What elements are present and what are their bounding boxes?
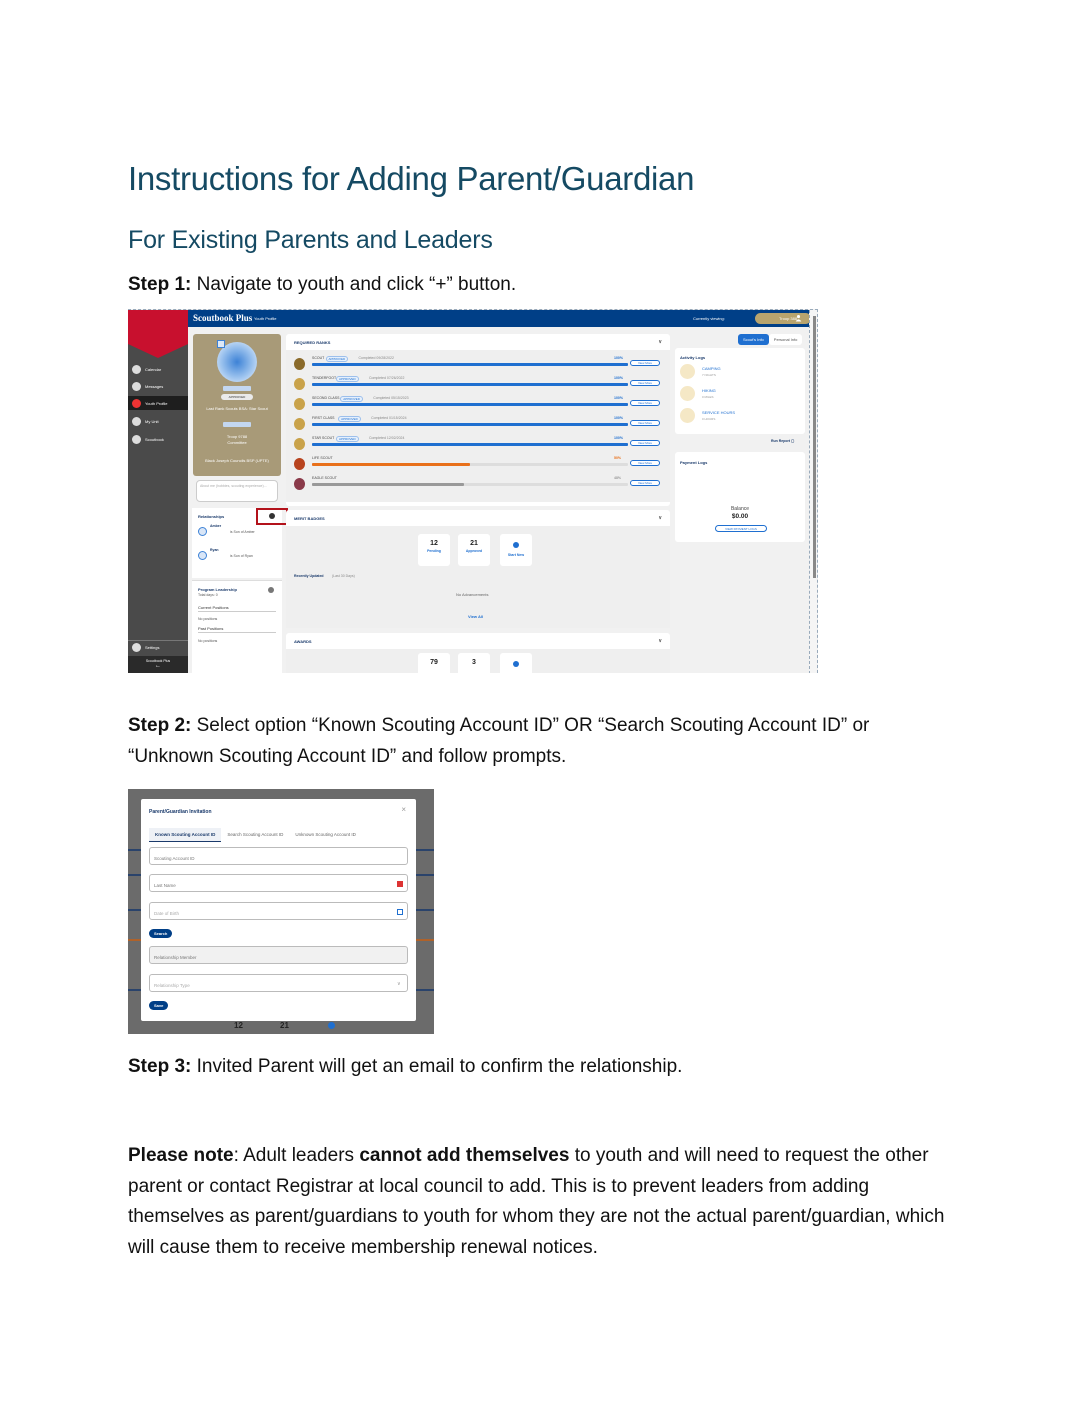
app-logo bbox=[128, 310, 188, 344]
background-count: 21 bbox=[280, 1021, 289, 1030]
pending-label: Pending bbox=[427, 549, 441, 553]
person-icon bbox=[198, 551, 207, 560]
activity-name: SERVICE HOURS bbox=[702, 410, 736, 415]
redacted-id bbox=[223, 422, 251, 427]
please-note bbox=[128, 1141, 948, 1263]
scrollbar-thumb[interactable] bbox=[813, 316, 816, 578]
step-1-label: Step 1: bbox=[128, 274, 192, 295]
view-payment-logs-button[interactable]: VIEW PAYMENT LOGS bbox=[715, 525, 767, 532]
merit-badges-card bbox=[286, 510, 670, 628]
start-new-tile[interactable] bbox=[500, 534, 532, 566]
rank-status-badge: APPROVED bbox=[340, 396, 363, 402]
tab-scouts-info[interactable]: Scout's Info bbox=[738, 334, 769, 345]
note-text-b: to youth and will need to request the other parent or contact Registrar at local council to add. This is to prevent leaders from adding themselves as parent/guardians to youth for whom they are not the actual parent/guardian, which will cause them to receive membership renewal notices. bbox=[128, 1145, 945, 1258]
rank-progress-fill bbox=[312, 403, 628, 406]
rank-progress-bar bbox=[312, 463, 628, 466]
rank-completed-date: Completed 01/15/2024 bbox=[371, 416, 407, 420]
view-all-link[interactable]: View All bbox=[468, 614, 484, 619]
pending-tile[interactable] bbox=[418, 534, 450, 566]
rank-percent: 100% bbox=[614, 416, 623, 420]
step-1-text: Navigate to youth and click “+” button. bbox=[191, 274, 517, 295]
relationships-title: Relationships bbox=[198, 514, 225, 519]
awards-tile[interactable] bbox=[418, 653, 450, 673]
relationship-member-field: Relationship Member bbox=[149, 946, 408, 964]
activity-value: 0 HOURS bbox=[702, 417, 716, 421]
recently-updated-label: Recently Updated bbox=[294, 574, 324, 578]
status-badge: APPROVED bbox=[221, 394, 253, 400]
rank-name: TENDERFOOT bbox=[312, 376, 337, 380]
view-more-button[interactable]: View More bbox=[630, 480, 660, 486]
payment-logs-title: Payment Logs bbox=[680, 460, 708, 465]
rank-percent: 48% bbox=[614, 476, 622, 480]
activity-logs-card bbox=[675, 348, 805, 434]
step-3-text: Invited Parent will get an email to confirm the relationship. bbox=[191, 1056, 683, 1077]
rank-progress-fill bbox=[312, 463, 470, 466]
rank-row bbox=[294, 376, 664, 396]
rank-name: EAGLE SCOUT bbox=[312, 476, 337, 480]
unit-line: Troop 9788 bbox=[226, 434, 248, 439]
plus-circle-icon bbox=[513, 542, 519, 548]
rank-name: SECOND CLASS bbox=[312, 396, 340, 400]
messages-icon bbox=[132, 382, 141, 391]
rank-percent: 100% bbox=[614, 356, 623, 360]
sidebar-footer-label: Scoutbook Plus bbox=[145, 659, 171, 663]
app-name: Scoutbook Plus bbox=[193, 313, 253, 323]
app-header bbox=[188, 310, 818, 327]
shovel-icon bbox=[680, 408, 695, 423]
tab-known-scouting-account-id[interactable]: Known Scouting Account ID bbox=[149, 828, 221, 842]
edit-photo-icon[interactable] bbox=[217, 340, 225, 348]
rank-name: LIFE SCOUT bbox=[312, 456, 333, 460]
account-id-tabs bbox=[149, 828, 362, 842]
collapse-arrow-icon: ← bbox=[155, 663, 161, 669]
awards-count: 3 bbox=[472, 659, 476, 666]
rank-badge-icon bbox=[294, 438, 305, 450]
view-more-button[interactable]: View More bbox=[630, 380, 660, 386]
redacted-name bbox=[223, 386, 251, 391]
date-of-birth-placeholder: Date of Birth bbox=[154, 911, 180, 916]
pending-count: 12 bbox=[430, 540, 438, 547]
total-days: Total days: 0 bbox=[198, 593, 218, 597]
program-leadership-panel bbox=[192, 580, 282, 673]
sidebar-label: My Unit bbox=[145, 418, 159, 424]
rank-progress-bar bbox=[312, 383, 628, 386]
rank-name: STAR SCOUT bbox=[312, 436, 335, 440]
rank-progress-bar bbox=[312, 423, 628, 426]
activity-value: 0 MILES bbox=[702, 395, 714, 399]
rank-progress-fill bbox=[312, 383, 628, 386]
rank-progress-fill bbox=[312, 423, 628, 426]
step-1 bbox=[128, 270, 948, 301]
rank-completed-date: Completed 12/02/2024 bbox=[369, 436, 405, 440]
awards-count: 79 bbox=[430, 659, 438, 666]
rank-percent: 100% bbox=[614, 376, 623, 380]
save-button[interactable]: Save bbox=[149, 1001, 168, 1010]
view-more-button[interactable]: View More bbox=[630, 360, 660, 366]
current-positions-header: Current Positions bbox=[198, 605, 276, 612]
sidebar-footer[interactable] bbox=[128, 656, 188, 673]
note-text-a: : Adult leaders bbox=[233, 1145, 360, 1166]
view-more-button[interactable]: View More bbox=[630, 440, 660, 446]
relationship-type-select[interactable] bbox=[149, 974, 408, 992]
tab-unknown-scouting-account-id[interactable]: Unknown Scouting Account ID bbox=[295, 832, 356, 837]
awards-tile[interactable] bbox=[458, 653, 490, 673]
rank-row bbox=[294, 416, 664, 436]
rank-percent: 100% bbox=[614, 436, 623, 440]
rank-row bbox=[294, 396, 664, 416]
approved-tile[interactable] bbox=[458, 534, 490, 566]
past-positions-empty: No positions bbox=[198, 639, 218, 643]
info-tabs bbox=[738, 334, 802, 345]
rank-status-badge: APPROVED bbox=[336, 436, 359, 442]
autofill-icon bbox=[397, 881, 403, 887]
tab-search-scouting-account-id[interactable]: Search Scouting Account ID bbox=[227, 832, 284, 837]
merit-badges-title: MERIT BADGES bbox=[294, 516, 325, 521]
required-ranks-card bbox=[286, 334, 670, 506]
close-icon[interactable]: × bbox=[401, 805, 406, 814]
tab-personal-info[interactable]: Personal Info bbox=[769, 334, 803, 345]
ranks-list bbox=[286, 350, 670, 502]
sidebar-item-youth-profile[interactable] bbox=[128, 396, 188, 410]
council-line: Black Joseph Councils BSP (UPTE) bbox=[205, 458, 269, 463]
balance-label: Balance bbox=[730, 506, 750, 512]
sidebar-item-scoutbook[interactable] bbox=[128, 432, 188, 446]
app-sidebar bbox=[128, 310, 188, 673]
recently-updated-range: (Last 30 Days) bbox=[332, 574, 355, 578]
parent-guardian-invitation-screenshot bbox=[128, 789, 434, 1034]
gear-icon bbox=[132, 643, 141, 652]
awards-card bbox=[286, 633, 670, 673]
relationship-item[interactable] bbox=[198, 524, 278, 542]
calendar-icon[interactable] bbox=[397, 909, 403, 915]
sidebar-label: Scoutbook bbox=[145, 436, 164, 442]
rank-progress-bar bbox=[312, 363, 628, 366]
sidebar-item-messages[interactable] bbox=[128, 379, 188, 393]
clipboard-icon: ▢ bbox=[791, 439, 795, 443]
rank-badge-icon bbox=[294, 418, 305, 430]
rank-completed-date: Completed 05/15/2023 bbox=[373, 396, 409, 400]
youth-profile-screenshot bbox=[128, 309, 818, 673]
unit-selector[interactable]: Troop 388 bbox=[755, 313, 811, 324]
sidebar-label: Calendar bbox=[145, 366, 162, 372]
program-leadership-title: Program Leadership bbox=[198, 587, 237, 592]
view-more-button[interactable]: View More bbox=[630, 400, 660, 406]
awards-title: AWARDS bbox=[294, 639, 312, 644]
view-more-button[interactable]: View More bbox=[630, 460, 660, 466]
chevron-down-icon[interactable]: ∨ bbox=[658, 638, 662, 644]
rank-row bbox=[294, 476, 664, 496]
boot-icon bbox=[680, 386, 695, 401]
rank-progress-bar bbox=[312, 483, 628, 486]
scrollbar[interactable] bbox=[809, 310, 818, 673]
past-positions-header: Past Positions bbox=[198, 626, 276, 633]
activity-name: HIKING bbox=[702, 388, 716, 393]
balance-amount: $0.00 bbox=[731, 513, 749, 520]
rank-progress-fill bbox=[312, 483, 464, 486]
activity-camping[interactable] bbox=[680, 364, 800, 382]
invitation-modal bbox=[141, 799, 416, 1021]
chevron-down-icon: ∨ bbox=[397, 981, 401, 987]
sidebar-item-my-unit[interactable] bbox=[128, 414, 188, 428]
sidebar-label: Messages bbox=[145, 383, 164, 389]
rank-status-badge: APPROVED bbox=[326, 356, 349, 362]
rank-badge-icon bbox=[294, 478, 305, 490]
rank-progress-fill bbox=[312, 443, 628, 446]
rank-status-badge: APPROVED bbox=[338, 416, 361, 422]
profile-card bbox=[193, 334, 281, 476]
step-2 bbox=[128, 711, 948, 772]
rank-row bbox=[294, 356, 664, 376]
rank-percent: 50% bbox=[614, 456, 622, 460]
position-line: Committee bbox=[227, 440, 247, 445]
date-of-birth-field[interactable] bbox=[149, 902, 408, 920]
rank-badge-icon bbox=[294, 378, 305, 390]
payment-logs-card bbox=[675, 452, 805, 542]
activity-name: CAMPING bbox=[702, 366, 721, 371]
scoutbook-icon bbox=[132, 435, 141, 444]
rank-percent: 100% bbox=[614, 396, 623, 400]
rank-name: SCOUT bbox=[312, 356, 325, 360]
sidebar-label: Settings bbox=[145, 645, 160, 650]
rank-name: FIRST CLASS bbox=[312, 416, 335, 420]
sidebar-label: Youth Profile bbox=[145, 400, 168, 406]
chevron-down-icon[interactable]: ∨ bbox=[658, 515, 662, 521]
run-report-button[interactable] bbox=[771, 439, 794, 443]
rank-row bbox=[294, 456, 664, 476]
page-name: Youth Profile bbox=[254, 316, 277, 321]
rank-badge-icon bbox=[294, 458, 305, 470]
sidebar-item-calendar[interactable] bbox=[128, 362, 188, 376]
person-icon bbox=[198, 527, 207, 536]
view-more-button[interactable]: View More bbox=[630, 420, 660, 426]
rank-completed-date: Completed 07/26/2022 bbox=[369, 376, 405, 380]
last-rank: Last Rank Scouts BSA: Star Scout bbox=[206, 406, 268, 411]
relationship-type: is Son of Ryan bbox=[230, 554, 253, 558]
sidebar-item-settings[interactable] bbox=[128, 640, 188, 654]
chevron-down-icon[interactable]: ∨ bbox=[658, 339, 662, 345]
highlight-box bbox=[256, 508, 288, 525]
youth-profile-icon bbox=[132, 399, 141, 408]
rank-progress-bar bbox=[312, 403, 628, 406]
unit-icon bbox=[132, 417, 141, 426]
activity-logs-title: Activity Logs bbox=[680, 355, 706, 360]
section-subtitle: For Existing Parents and Leaders bbox=[128, 226, 493, 254]
awards-add-tile[interactable] bbox=[500, 653, 532, 673]
plus-circle-icon bbox=[328, 1022, 335, 1029]
user-icon[interactable] bbox=[795, 314, 802, 322]
approved-count: 21 bbox=[470, 540, 478, 547]
rank-completed-date: Completed 09/28/2022 bbox=[358, 356, 394, 360]
activity-hiking[interactable] bbox=[680, 386, 800, 404]
currently-viewing-label: Currently viewing: bbox=[693, 316, 725, 321]
tent-icon bbox=[680, 364, 695, 379]
background-count: 12 bbox=[234, 1021, 243, 1030]
activity-value: 7 NIGHTS bbox=[702, 373, 716, 377]
relationship-item[interactable] bbox=[198, 548, 278, 566]
rank-badge-icon bbox=[294, 358, 305, 370]
note-emphasis: cannot add themselves bbox=[359, 1145, 570, 1166]
no-advancements: No Advancements bbox=[456, 592, 489, 597]
step-3 bbox=[128, 1052, 948, 1083]
relationship-type-placeholder: Relationship Type bbox=[154, 983, 190, 988]
last-name-field[interactable] bbox=[149, 874, 408, 892]
current-positions-empty: No positions bbox=[198, 617, 218, 621]
search-button[interactable]: Search bbox=[149, 929, 172, 938]
rank-status-badge: APPROVED bbox=[336, 376, 359, 382]
relationship-type: is Son of Amber bbox=[230, 530, 255, 534]
rank-progress-bar bbox=[312, 443, 628, 446]
calendar-icon bbox=[132, 365, 141, 374]
logo-pennant bbox=[128, 344, 188, 358]
rank-badge-icon bbox=[294, 398, 305, 410]
avatar bbox=[217, 342, 257, 382]
about-me-input[interactable]: About me (hobbies, scouting experience)... bbox=[196, 480, 278, 502]
start-new-label: Start New bbox=[507, 553, 525, 557]
last-name-placeholder: Last Name bbox=[154, 883, 176, 888]
document-title: Instructions for Adding Parent/Guardian bbox=[128, 160, 695, 197]
add-position-button[interactable] bbox=[268, 587, 274, 593]
step-3-label: Step 3: bbox=[128, 1056, 192, 1077]
ranks-title: REQUIRED RANKS bbox=[294, 340, 331, 345]
approved-label: Approved bbox=[465, 549, 483, 553]
activity-service-hours[interactable] bbox=[680, 408, 800, 426]
plus-circle-icon bbox=[513, 661, 519, 667]
modal-title: Parent/Guardian Invitation bbox=[149, 809, 212, 815]
step-2-label: Step 2: bbox=[128, 715, 192, 736]
rank-progress-fill bbox=[312, 363, 628, 366]
step-2-text: Select option “Known Scouting Account ID” OR “Search Scouting Account ID” or “Unknown Scouting Account ID” and follow prompts. bbox=[128, 715, 870, 767]
scouting-account-id-field[interactable]: Scouting Account ID bbox=[149, 847, 408, 865]
run-report-label: Run Report bbox=[771, 439, 791, 443]
rank-row bbox=[294, 436, 664, 456]
relationship-name: Ryan bbox=[210, 548, 219, 552]
relationship-name: Amber bbox=[210, 524, 222, 528]
note-label: Please note bbox=[128, 1145, 234, 1166]
